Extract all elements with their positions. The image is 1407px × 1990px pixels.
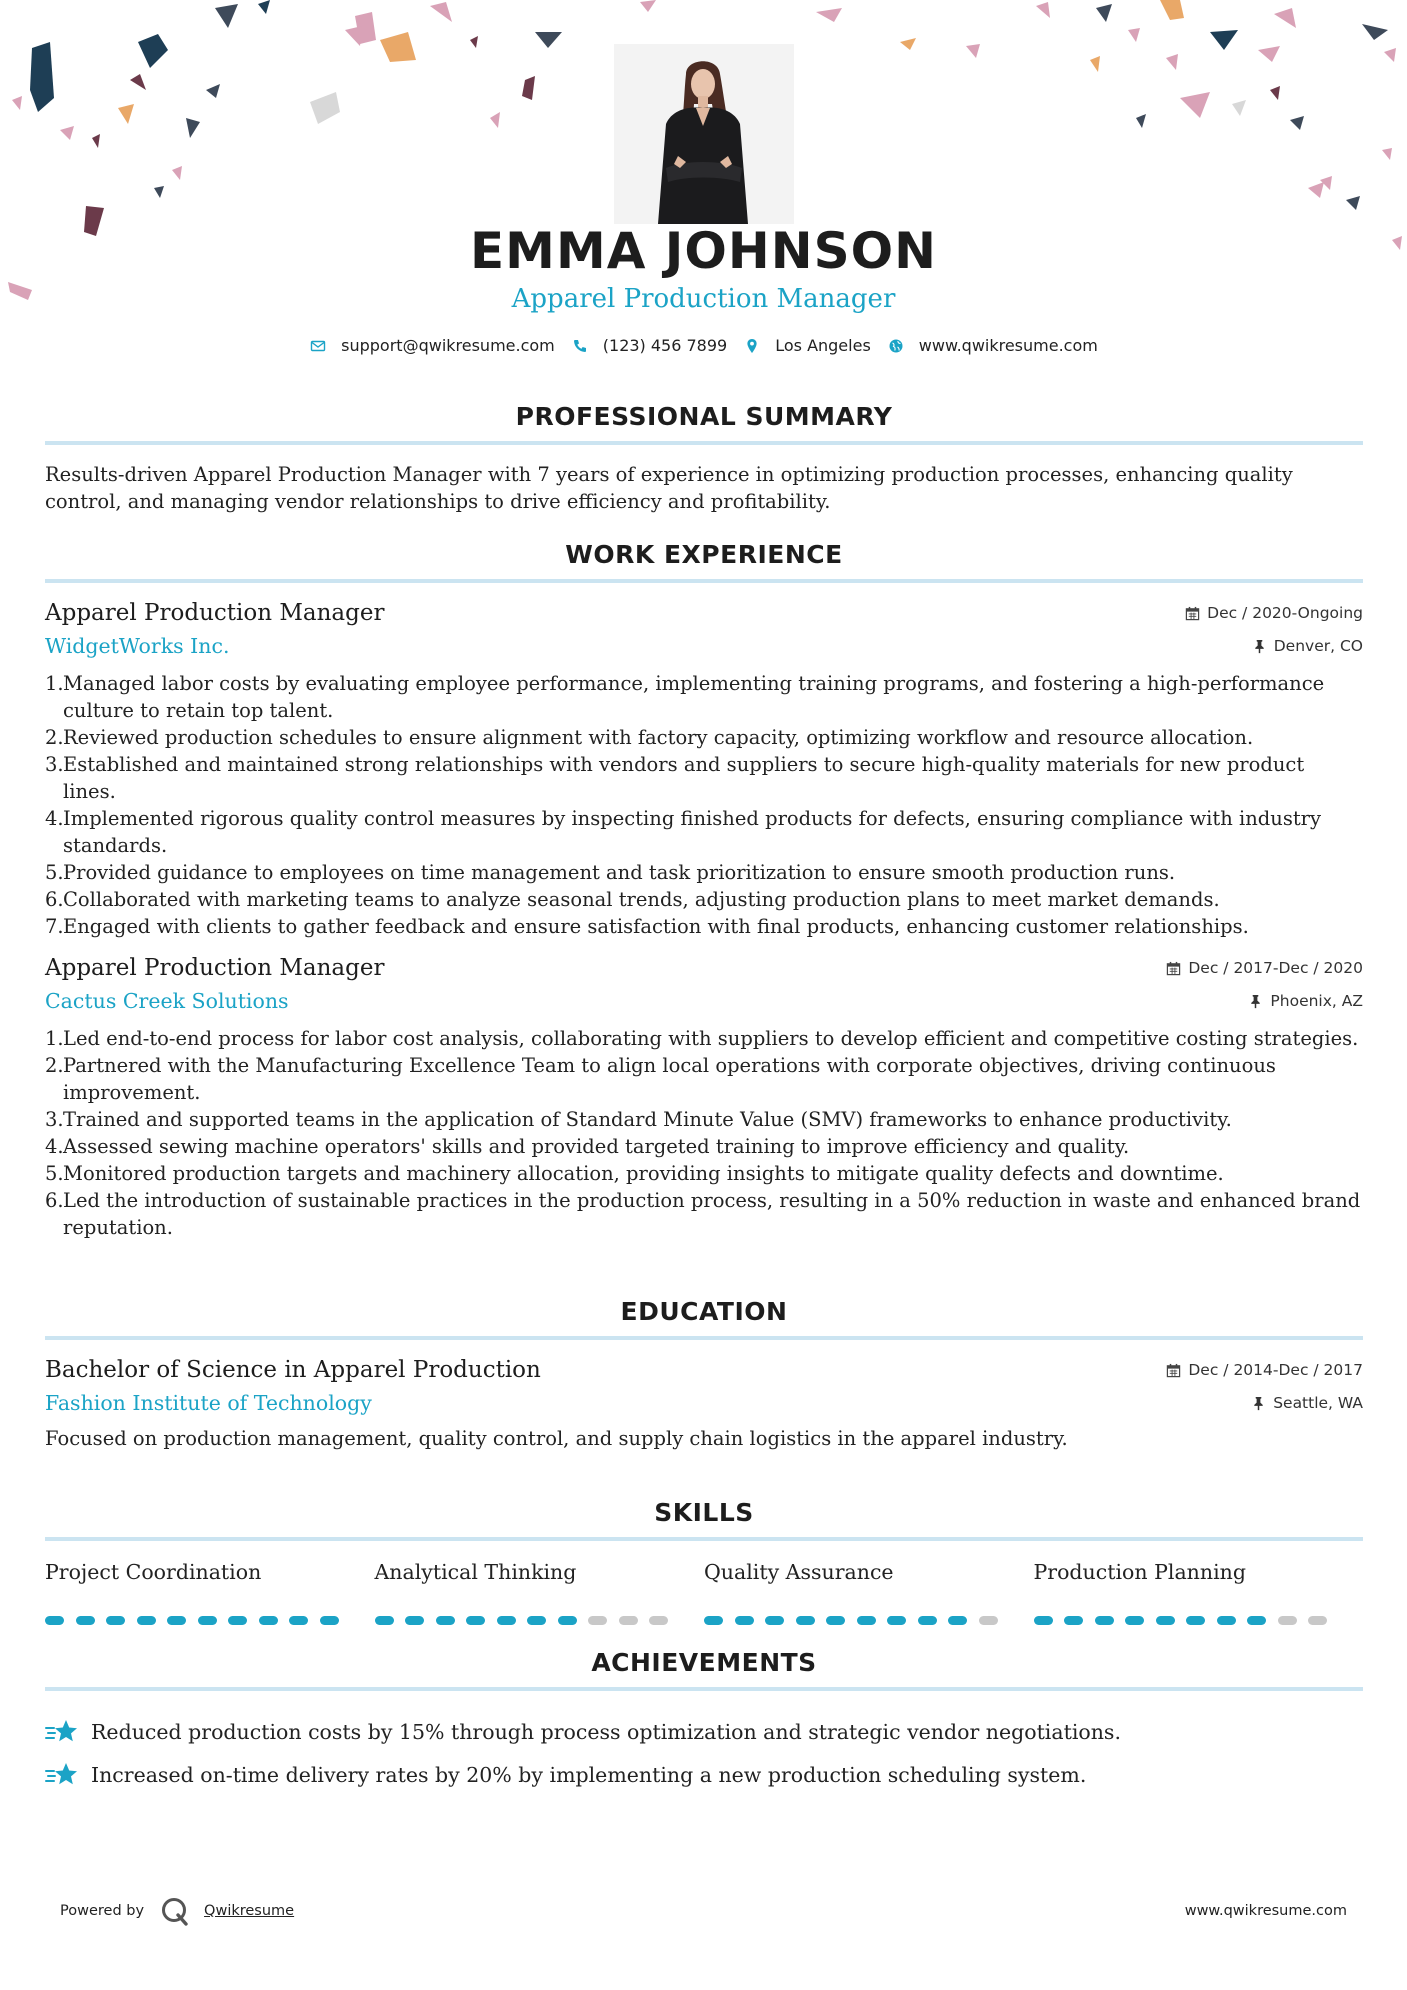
skills-section: [45, 1498, 1363, 1541]
skill-rating: [704, 1616, 1034, 1625]
job-entry: [45, 955, 1363, 1241]
skill-dot: [527, 1616, 546, 1625]
achievement-text: Reduced production costs by 15% through process optimization and strategic vendor negotiations.: [91, 1719, 1121, 1744]
achievements-heading: ACHIEVEMENTS: [591, 1648, 817, 1677]
skill-dot: [1186, 1616, 1205, 1625]
education-heading: EDUCATION: [620, 1297, 788, 1326]
education-dates: [1166, 1361, 1363, 1379]
skill-dot: [76, 1616, 95, 1625]
contact-location-text: Los Angeles: [775, 336, 871, 355]
skill-item: [704, 1560, 1034, 1625]
skill-dot: [1095, 1616, 1114, 1625]
achievements-divider: [45, 1687, 1363, 1691]
company-name: Cactus Creek Solutions: [45, 989, 289, 1013]
contact-website[interactable]: [887, 336, 1098, 355]
pushpin-icon: [1251, 1396, 1266, 1411]
contact-email[interactable]: [309, 336, 555, 355]
skill-rating: [1034, 1616, 1364, 1625]
achievement-text: Increased on-time delivery rates by 20% by implementing a new production scheduling system.: [91, 1762, 1087, 1787]
skill-name: Quality Assurance: [704, 1560, 894, 1584]
job-bullets: [45, 1025, 1363, 1241]
summary-section: [45, 402, 1363, 515]
skill-dot: [1034, 1616, 1053, 1625]
skill-dot: [1064, 1616, 1083, 1625]
skill-dot: [887, 1616, 906, 1625]
list-item: 6. Led the introduction of sustainable practices in the production process, resulting in a 50% reduction in waste and enhanced brand reputation.: [45, 1189, 1361, 1239]
education-dates-text: Dec / 2014-Dec / 2017: [1188, 1361, 1363, 1379]
skill-item: [45, 1560, 375, 1625]
degree-title: Bachelor of Science in Apparel Production: [45, 1357, 541, 1383]
skill-dot: [1217, 1616, 1236, 1625]
education-section: [45, 1297, 1363, 1340]
job-entry: [45, 600, 1363, 940]
skill-dot: [1308, 1616, 1327, 1625]
footer-powered: [60, 1896, 294, 1926]
skill-name: Analytical Thinking: [374, 1560, 577, 1584]
calendar-icon: [1166, 1363, 1181, 1378]
education-location: [1251, 1394, 1363, 1412]
contact-website-text: www.qwikresume.com: [918, 336, 1098, 355]
skill-dot: [735, 1616, 754, 1625]
calendar-icon: [1185, 606, 1200, 621]
skill-dot: [1278, 1616, 1297, 1625]
skill-dot: [228, 1616, 247, 1625]
job-title: Apparel Production Manager: [45, 955, 385, 981]
skill-rating: [375, 1616, 705, 1625]
list-item: 5. Monitored production targets and machinery allocation, providing insights to mitigate quality defects and downtime.: [45, 1162, 1224, 1185]
skill-dot: [198, 1616, 217, 1625]
achievement-item: [45, 1753, 1363, 1796]
job-dates-text: Dec / 2017-Dec / 2020: [1188, 959, 1363, 977]
experience-heading: WORK EXPERIENCE: [565, 540, 843, 569]
summary-heading: PROFESSIONAL SUMMARY: [515, 402, 893, 431]
skill-dot: [45, 1616, 64, 1625]
job-title: Apparel Production Manager: [45, 600, 385, 626]
education-location-text: Seattle, WA: [1273, 1394, 1363, 1412]
company-name: WidgetWorks Inc.: [45, 634, 230, 658]
contact-bar: [0, 336, 1407, 355]
skill-dot: [137, 1616, 156, 1625]
envelope-icon: [309, 337, 327, 355]
contact-email-text: support@qwikresume.com: [341, 336, 555, 355]
job-dates: [1185, 604, 1363, 622]
list-item: 1. Managed labor costs by evaluating employee performance, implementing training programs, and fostering a high-performance culture to retain top talent.: [45, 672, 1325, 722]
list-item: 1. Led end-to-end process for labor cost analysis, collaborating with suppliers to develop efficient and competitive costing strategies.: [45, 1027, 1359, 1050]
footer-website-link[interactable]: www.qwikresume.com: [1184, 1903, 1347, 1919]
profile-photo: [614, 44, 794, 224]
list-item: 2. Partnered with the Manufacturing Excellence Team to align local operations with corporate objectives, driving continuous improvement.: [45, 1054, 1276, 1104]
list-item: 3. Trained and supported teams in the application of Standard Minute Value (SMV) frameworks to enhance productivity.: [45, 1108, 1232, 1131]
job-location: [1252, 637, 1363, 655]
list-item: 5. Provided guidance to employees on time management and task prioritization to ensure smooth production runs.: [45, 861, 1176, 884]
skill-dot: [979, 1616, 998, 1625]
school-name: Fashion Institute of Technology: [45, 1391, 372, 1415]
skill-dot: [918, 1616, 937, 1625]
skills-grid: [45, 1560, 1363, 1625]
skill-dot: [497, 1616, 516, 1625]
powered-by-label: Powered by: [60, 1903, 145, 1919]
experience-section: [45, 540, 1363, 583]
candidate-name: EMMA JOHNSON: [470, 222, 937, 280]
skill-item: [1034, 1560, 1364, 1625]
skill-dot: [588, 1616, 607, 1625]
calendar-icon: [1166, 961, 1181, 976]
globe-icon: [887, 337, 905, 355]
contact-location: [743, 336, 871, 355]
education-divider: [45, 1336, 1363, 1340]
skill-dot: [259, 1616, 278, 1625]
skill-dot: [857, 1616, 876, 1625]
star-icon: [45, 1718, 79, 1746]
star-icon: [45, 1761, 79, 1789]
skill-dot: [320, 1616, 339, 1625]
pushpin-icon: [1248, 994, 1263, 1009]
qwikresume-logo-icon: [160, 1896, 190, 1926]
skill-dot: [948, 1616, 967, 1625]
map-pin-icon: [743, 337, 761, 355]
achievements-section: [45, 1648, 1363, 1691]
skills-heading: SKILLS: [654, 1498, 754, 1527]
skill-dot: [405, 1616, 424, 1625]
skill-dot: [765, 1616, 784, 1625]
pushpin-icon: [1252, 639, 1267, 654]
job-bullets: [45, 670, 1363, 940]
skill-dot: [436, 1616, 455, 1625]
list-item: 6. Collaborated with marketing teams to analyze seasonal trends, adjusting production plans to meet market demands.: [45, 888, 1220, 911]
skill-dot: [619, 1616, 638, 1625]
job-location-text: Denver, CO: [1273, 637, 1363, 655]
achievement-item: [45, 1710, 1363, 1753]
footer: [60, 1896, 1347, 1926]
list-item: 7. Engaged with clients to gather feedback and ensure satisfaction with final products, enhancing customer relationships.: [45, 915, 1249, 938]
skill-dot: [375, 1616, 394, 1625]
job-dates-text: Dec / 2020-Ongoing: [1207, 604, 1363, 622]
skill-dot: [466, 1616, 485, 1625]
list-item: 3. Established and maintained strong relationships with vendors and suppliers to secure high-quality materials for new product lines.: [45, 753, 1305, 803]
candidate-title: Apparel Production Manager: [511, 284, 896, 314]
list-item: 2. Reviewed production schedules to ensure alignment with factory capacity, optimizing workflow and resource allocation.: [45, 726, 1254, 749]
job-dates: [1166, 959, 1363, 977]
skill-name: Production Planning: [1033, 1560, 1246, 1584]
experience-divider: [45, 579, 1363, 583]
summary-text: Results-driven Apparel Production Manager with 7 years of experience in optimizing production processes, enhancing quality control, and managing vendor relationships to drive efficiency and profitability.: [45, 463, 1293, 513]
skill-name: Project Coordination: [45, 1560, 262, 1584]
skill-dot: [1247, 1616, 1266, 1625]
skill-dot: [1125, 1616, 1144, 1625]
skill-dot: [704, 1616, 723, 1625]
skill-item: [375, 1560, 705, 1625]
skill-dot: [106, 1616, 125, 1625]
contact-phone-text: (123) 456 7899: [602, 336, 728, 355]
skill-dot: [167, 1616, 186, 1625]
skills-divider: [45, 1537, 1363, 1541]
phone-icon: [571, 337, 589, 355]
skill-dot: [826, 1616, 845, 1625]
contact-phone[interactable]: [571, 336, 727, 355]
achievements-list: [45, 1710, 1363, 1796]
footer-brand-link[interactable]: Qwikresume: [204, 1903, 295, 1919]
summary-divider: [45, 441, 1363, 445]
education-description: Focused on production management, quality control, and supply chain logistics in the apparel industry.: [45, 1427, 1068, 1450]
skill-dot: [649, 1616, 668, 1625]
list-item: 4. Assessed sewing machine operators' skills and provided targeted training to improve efficiency and quality.: [45, 1135, 1130, 1158]
list-item: 4. Implemented rigorous quality control measures by inspecting finished products for defects, ensuring compliance with industry standards.: [45, 807, 1322, 857]
skill-dot: [1156, 1616, 1175, 1625]
skill-dot: [558, 1616, 577, 1625]
skill-dot: [289, 1616, 308, 1625]
skill-rating: [45, 1616, 375, 1625]
job-location-text: Phoenix, AZ: [1270, 992, 1363, 1010]
skill-dot: [796, 1616, 815, 1625]
education-entry: [45, 1357, 1363, 1452]
job-location: [1248, 992, 1363, 1010]
